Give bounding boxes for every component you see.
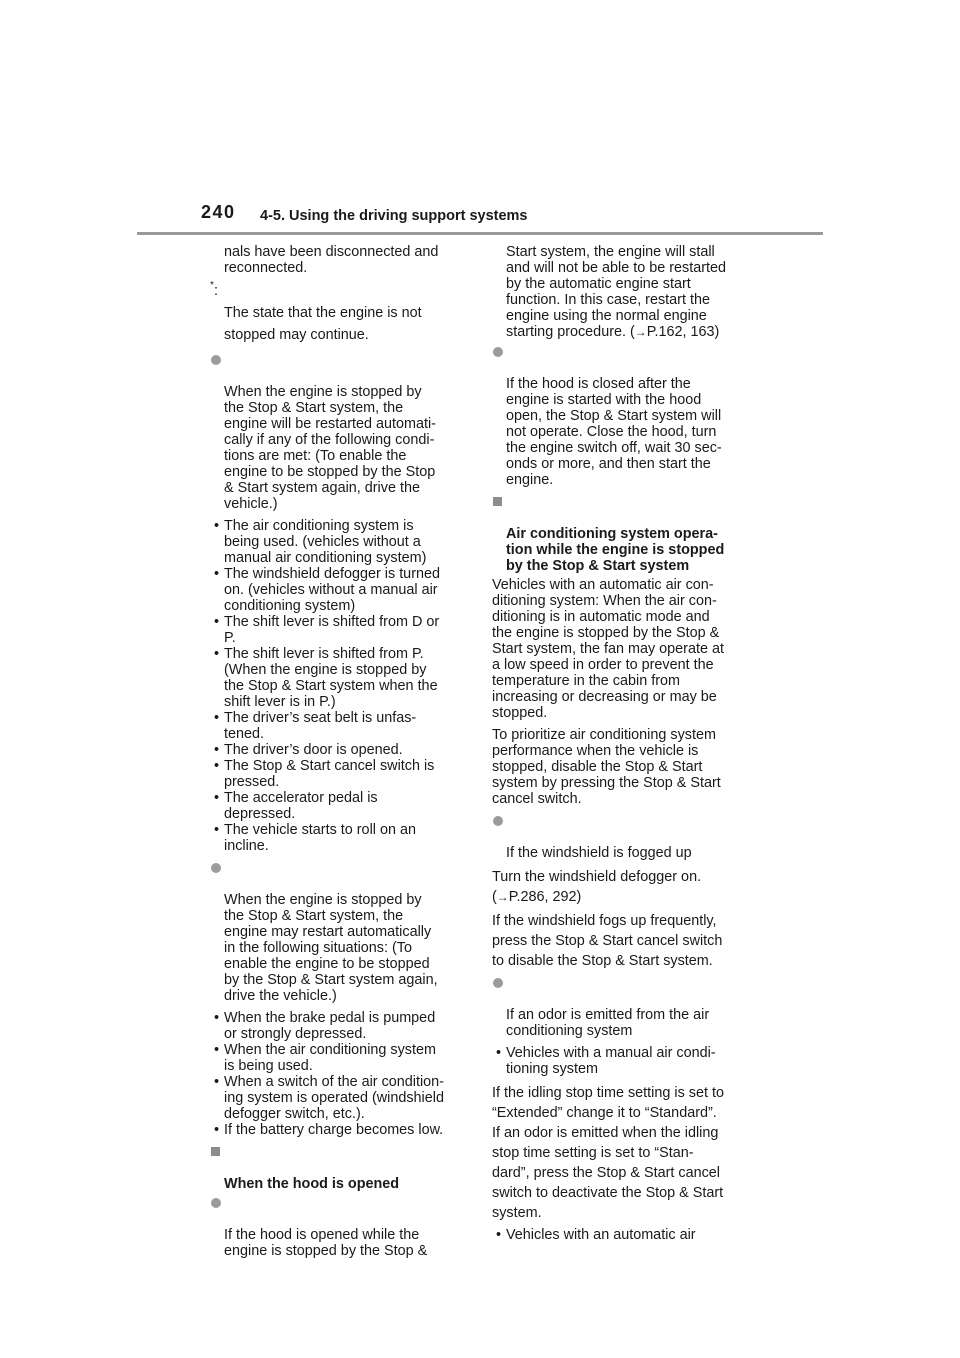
bullet-item xyxy=(492,813,752,861)
bullet-text: When the engine is stopped by the Stop & Start system, the engine will be restarted automati- cally if any of the following condi- tions are met: (To enable the engine to be stopped by the Stop & Start system again, drive the vehicle.) xyxy=(224,384,436,512)
footnote-text: The state that the engine is not stopped may continue. xyxy=(224,305,422,343)
bullet-text: If the hood is opened while the engine is stopped by the Stop & xyxy=(224,1227,428,1259)
continued-text: nals have been disconnected and reconnected. xyxy=(224,244,439,276)
circle-bullet-icon xyxy=(493,347,503,357)
bullet-item xyxy=(210,1195,468,1259)
circle-bullet-icon xyxy=(493,816,503,826)
continued-text: Start system, the engine will stall and will not be able to be restarted by the automatic engine start function. In this case, restart the engine using the normal engine starting procedure. (→P.162, 163) xyxy=(506,244,726,340)
arrow-right-icon: → xyxy=(634,325,647,339)
left-column xyxy=(210,244,468,1265)
list-item: • The vehicle starts to roll on an incline. xyxy=(214,822,416,854)
paragraph: Turn the windshield defogger on. (→P.286, 292) xyxy=(492,869,702,905)
page-number: 240 xyxy=(201,202,236,222)
list-item: • The driver’s seat belt is unfas- tened. xyxy=(214,710,417,742)
list-item: • Vehicles with an automatic air xyxy=(496,1227,696,1243)
bullet-item xyxy=(210,860,468,1004)
bullet-text: If an odor is emitted from the air conditioning system xyxy=(506,1007,710,1039)
bullet-item xyxy=(492,975,752,1039)
paragraph: Vehicles with an automatic air con- ditioning system: When the air con- ditioning is in automatic mode and the engine is stopped by the Stop & Start system, the fan may operate at a low speed in order to prevent the temperature in the cabin from increasing or decreasing or may be stopped. xyxy=(492,577,724,721)
square-bullet-icon xyxy=(493,497,502,506)
bullet-text: If the hood is closed after the engine is started with the hood open, the Stop & Start system will not operate. Close the hood, turn the engine switch off, wait 30 sec- onds or more, and then start the engine. xyxy=(506,376,722,488)
list-item: • When the brake pedal is pumped or strongly depressed. xyxy=(214,1010,436,1042)
footnote: * : The state that the engine is not stopped may continue. xyxy=(210,280,468,346)
bullet-text: When the engine is stopped by the Stop & Start system, the engine may restart automatically in the following situations: (To enable the engine to be stopped by the Stop & Start system again, drive the vehicle.) xyxy=(224,892,438,1004)
restart-situations-list xyxy=(210,1010,468,1138)
list-item: • The accelerator pedal is depressed. xyxy=(214,790,378,822)
square-bullet-icon xyxy=(211,1147,220,1156)
list-item: • Vehicles with a manual air condi- tioning system xyxy=(496,1045,716,1077)
restart-conditions-list xyxy=(210,518,468,854)
paragraph: If the windshield fogs up frequently, press the Stop & Start cancel switch to disable the Stop & Start system. xyxy=(492,913,723,969)
vehicle-type-list xyxy=(492,1227,752,1243)
list-item: • The shift lever is shifted from P. (When the engine is stopped by the Stop & Start system when the shift lever is in P.) xyxy=(214,646,438,710)
subsection-heading: When the hood is opened xyxy=(210,1144,468,1192)
list-item: • If the battery charge becomes low. xyxy=(214,1122,444,1138)
list-item: • When a switch of the air condition- ing system is operated (windshield defogger switch, etc.). xyxy=(214,1074,444,1122)
circle-bullet-icon xyxy=(493,978,503,988)
page-reference: P.162, 163) xyxy=(646,324,720,340)
list-item: • When the air conditioning system is being used. xyxy=(214,1042,436,1074)
list-item: • The air conditioning system is being used. (vehicles without a manual air conditioning system) xyxy=(214,518,427,566)
page-reference: P.286, 292) xyxy=(508,889,582,905)
circle-bullet-icon xyxy=(211,355,221,365)
circle-bullet-icon xyxy=(211,1198,221,1208)
bullet-item xyxy=(210,352,468,512)
circle-bullet-icon xyxy=(211,863,221,873)
right-column xyxy=(492,244,752,1249)
list-item: • The driver’s door is opened. xyxy=(214,742,403,758)
arrow-right-icon: → xyxy=(496,890,509,904)
paragraph: If the idling stop time setting is set to “Extended” change it to “Standard”. If an odor is emitted when the idling stop time setting is set to “Stan- dard”, press the Stop & Start cancel switch to deactivate the Stop & Start system. xyxy=(492,1085,724,1221)
vehicle-type-list xyxy=(492,1045,752,1077)
section-title: 4-5. Using the driving support systems xyxy=(260,208,528,224)
paragraph: To prioritize air conditioning system performance when the vehicle is stopped, disable the Stop & Start system by pressing the Stop & Start cancel switch. xyxy=(492,727,721,807)
bullet-text: If the windshield is fogged up xyxy=(506,845,692,861)
bullet-item xyxy=(492,344,752,488)
list-item: • The windshield defogger is turned on. (vehicles without a manual air conditioning system) xyxy=(214,566,440,614)
header-divider xyxy=(137,232,823,235)
list-item: • The shift lever is shifted from D or P. xyxy=(214,614,440,646)
footnote-marker: * xyxy=(210,280,214,291)
list-item: • The Stop & Start cancel switch is pressed. xyxy=(214,758,435,790)
subsection-heading: Air conditioning system opera- tion while the engine is stopped by the Stop & Start system xyxy=(492,494,752,574)
